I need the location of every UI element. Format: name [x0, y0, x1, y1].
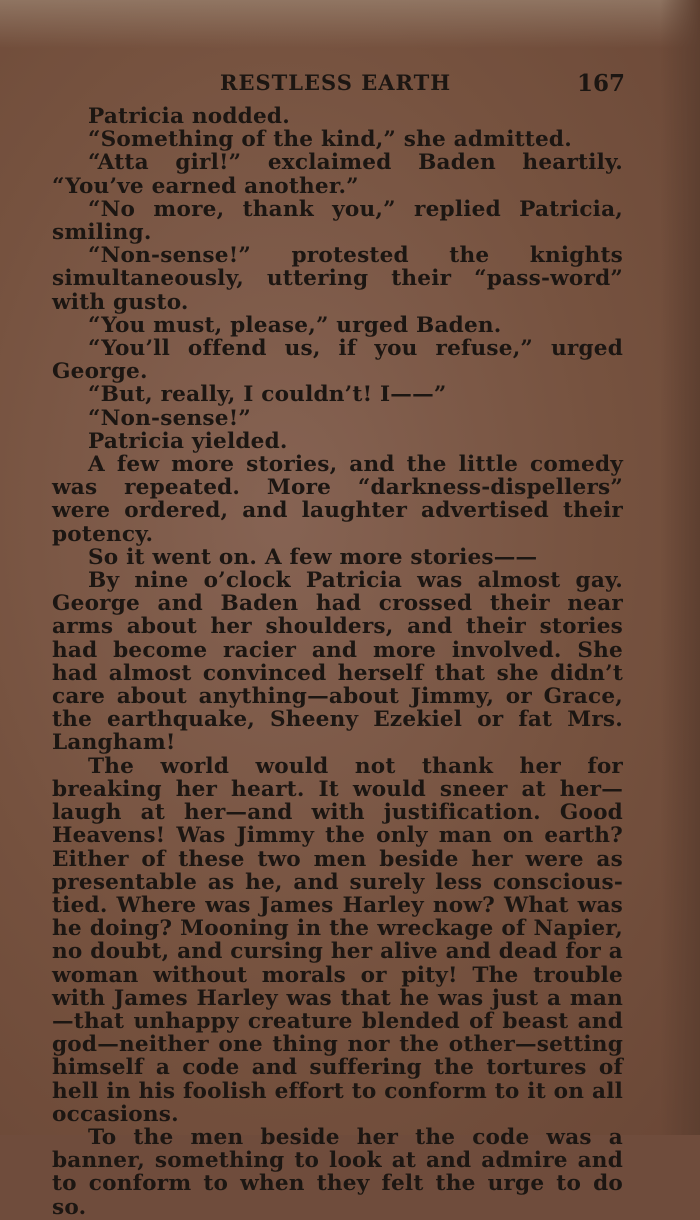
page-header [220, 70, 625, 100]
paragraph: “Non-sense!” protested the knights simultaneously, uttering their “pass-word” with gusto. [52, 243, 623, 315]
paragraph: To the men beside her the code was a banner, something to look at and admire and to conform to when they felt the urge to do so. [52, 1124, 623, 1220]
paragraph: “But, really, I couldn’t! I——” [88, 382, 447, 408]
paragraph: Patricia nodded. [88, 104, 290, 129]
paragraph: “No more, thank you,” replied Patricia, smiling. [52, 196, 623, 246]
page-right-edge [660, 0, 700, 1135]
body-text [52, 105, 623, 1219]
paragraph: The world would not thank her for breaking her heart. It would sneer at her—laugh at her—and with justification. Good Heavens! Was Jimmy the only man on earth? Either of these two men beside her were as presentable as he, and surely less conscious-tied. Where was James Harley now? What was he doing? Mooning in the wreckage of Napier, no doubt, and cursing her alive and dead for a woman without morals or pity! The trouble with James Harley was that he was just a man—that unhappy creature blended of beast and god—neither one thing nor the other—setting himself a code and suffering the tortures of hell in his foolish effort to conform to it on all occasions. [52, 753, 623, 1127]
paragraph: Patricia yielded. [88, 428, 288, 454]
paragraph: So it went on. A few more stories—— [88, 544, 538, 570]
paragraph: “Atta girl!” exclaimed Baden heartily. “You’ve earned another.” [52, 150, 623, 199]
paragraph: “You must, please,” urged Baden. [88, 312, 502, 338]
running-title: RESTLESS EARTH [220, 70, 452, 95]
paragraph: A few more stories, and the little comedy was repeated. More “darkness-dispellers” were ordered, and laughter advertised their potency. [52, 452, 623, 547]
paragraph: “Non-sense!” [88, 405, 252, 431]
page-number: 167 [576, 70, 625, 97]
paragraph: By nine o’clock Patricia was almost gay. George and Baden had crossed their near arms about her shoulders, and their stories had become racier and more involved. She had almost convinced herself that she didn’t care about anything—about Jimmy, or Grace, the earthquake, Sheeny Ezekiel or fat Mrs. Langham! [52, 568, 623, 756]
paragraph: “You’ll offend us, if you refuse,” urged George. [52, 336, 623, 385]
paragraph: “Something of the kind,” she admitted. [88, 127, 572, 153]
page-top-edge [0, 0, 700, 48]
